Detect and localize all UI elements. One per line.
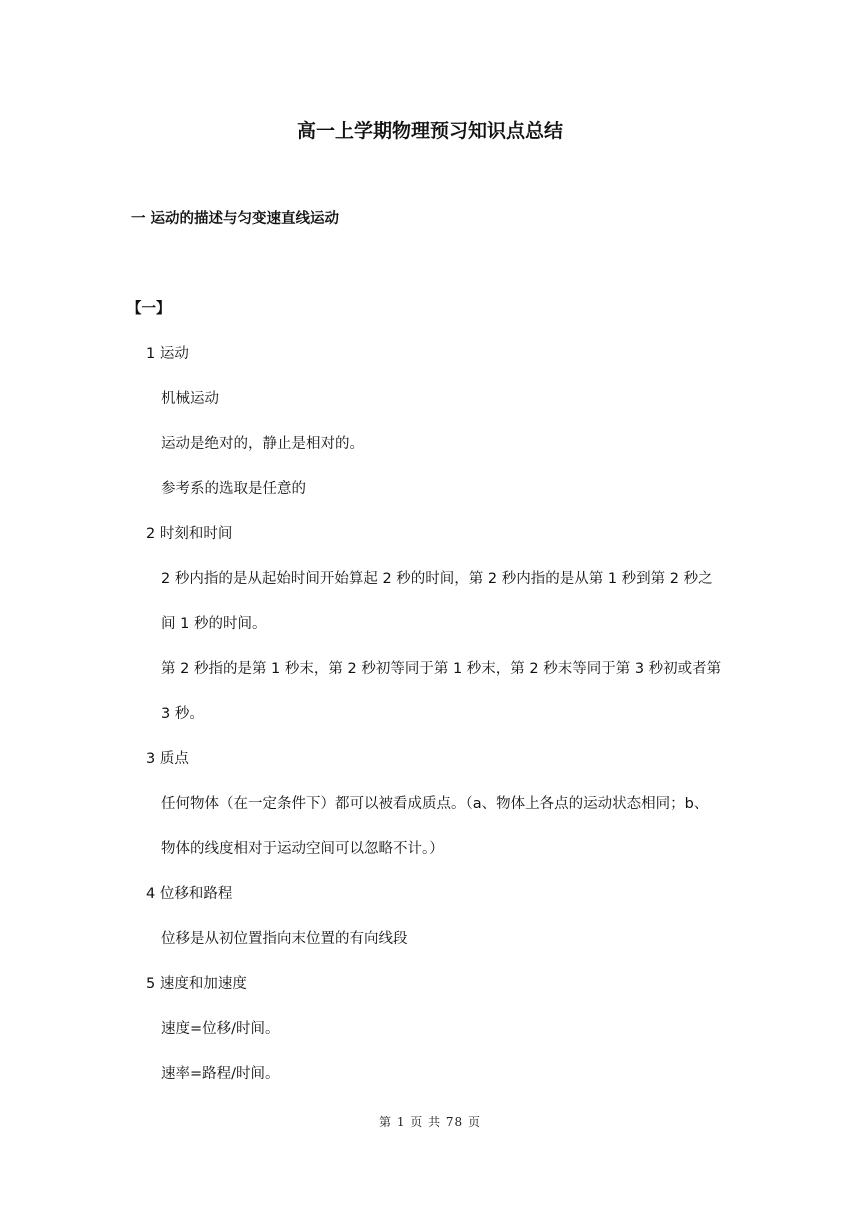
- item-line: 速率=路程/时间。: [161, 1066, 280, 1082]
- item-line: 速度=位移/时间。: [161, 1021, 280, 1037]
- item-heading: 5 速度和加速度: [146, 976, 247, 992]
- item-line: 物体的线度相对于运动空间可以忽略不计。）: [161, 841, 444, 857]
- page-footer: 第 1 页 共 78 页: [379, 1115, 481, 1129]
- item-line: 3 秒。: [161, 706, 204, 722]
- item-line: 机械运动: [161, 391, 219, 407]
- page-title: 高一上学期物理预习知识点总结: [296, 120, 563, 142]
- item-heading: 1 运动: [146, 346, 189, 362]
- subsection-heading: 【一】: [127, 301, 171, 317]
- item-line: 间 1 秒的时间。: [161, 616, 267, 632]
- item-line: 任何物体（在一定条件下）都可以被看成质点。（a、物体上各点的运动状态相同；b、: [161, 796, 709, 812]
- item-heading: 4 位移和路程: [146, 886, 233, 902]
- item-line: 运动是绝对的，静止是相对的。: [161, 436, 364, 452]
- section-heading: 一 运动的描述与匀变速直线运动: [131, 211, 340, 227]
- item-line: 位移是从初位置指向末位置的有向线段: [161, 931, 408, 947]
- item-line: 参考系的选取是任意的: [161, 481, 306, 497]
- item-heading: 2 时刻和时间: [146, 526, 233, 542]
- item-line: 2 秒内指的是从起始时间开始算起 2 秒的时间，第 2 秒内指的是从第 1 秒到第 2 秒之: [161, 571, 713, 587]
- item-line: 第 2 秒指的是第 1 秒末，第 2 秒初等同于第 1 秒末，第 2 秒末等同于第 3 秒初或者第: [161, 661, 722, 677]
- item-heading: 3 质点: [146, 751, 189, 767]
